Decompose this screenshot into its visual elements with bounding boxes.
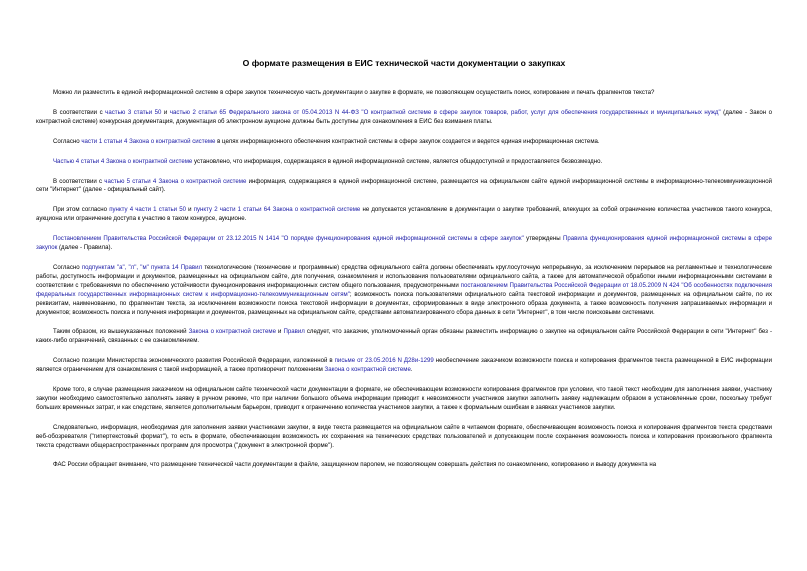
paragraph bbox=[36, 424, 772, 451]
legal-reference-link[interactable]: частью 5 статьи 4 Закона о контрактной системе bbox=[104, 177, 247, 185]
paragraph bbox=[36, 357, 772, 375]
paragraph-text: в целях информационного обеспечения контрактной системы в сфере закупок создается и ведется единая информационная система. bbox=[215, 137, 600, 145]
document-body bbox=[36, 89, 772, 470]
paragraph-text: В соответствии с bbox=[53, 108, 106, 116]
paragraph-text: и bbox=[161, 108, 170, 116]
paragraph-text: информация, содержащаяся в единой информационной системе, размещается на официальном сайте единой информационной системы в информационно-телекоммуникационной сети "Интернет" (далее - официальный сайт). bbox=[36, 177, 772, 194]
paragraph-text: ФАС России обращает внимание, что размещение технической части документации в файле, защищенном паролем, не позволяющем совершать действия по ознакомлению, копированию и выводу документа на bbox=[53, 461, 657, 469]
legal-reference-link[interactable]: постановлением Правительства Российской Федерации от 18.05.2009 N 424 "Об особенностях подключения федеральных государственных информационных систем к информационно-телекоммуникационным сетям" bbox=[36, 281, 773, 298]
legal-reference-link[interactable]: части 1 статьи 4 Закона о контрактной системе bbox=[81, 137, 216, 145]
legal-reference-link[interactable]: пункту 4 части 1 статьи 50 bbox=[109, 206, 187, 214]
legal-reference-link[interactable]: подпунктам "а", "л", "м" пункта 14 Правил bbox=[81, 263, 203, 271]
paragraph-text: . bbox=[410, 366, 413, 374]
paragraph-text: и bbox=[186, 206, 194, 214]
legal-reference-link[interactable]: пункту 2 части 1 статьи 64 Закона о контрактной системе bbox=[193, 206, 361, 214]
paragraph-text: не допускается установление в документации о закупке требований, влекущих за собой ограничение количества участников такого конкурса, аукциона или ограничение доступа к участию в таком конкурсе, аукционе. bbox=[36, 206, 772, 223]
legal-reference-link[interactable]: Постановлением Правительства Российской Федерации от 23.12.2015 N 1414 "О порядке функционирования единой информационной системы в сфере закупок" bbox=[53, 235, 524, 243]
paragraph-text: (далее - Закон о контрактной системе) конкурсная документация, документация об электронном аукционе должны быть доступны для ознакомления в ЕИС без взимания платы. bbox=[36, 108, 772, 125]
paragraph-text: ; возможность поиска пользователями официального сайта текстовой информации и документов, размещенных на официальном сайте, по их реквизитам, наименованию, по фрагментам текста, за исключением возможности поиска текстовой информации в документах, сформированных в виде электронного образа документа, а также возможность получения запрашиваемых информации и документов; возможность поиска и получения информации и документов, размещенных на официальном сайте, средствами автоматизированного сбора данных в сети "Интернет", в том числе поисковыми системами. bbox=[36, 290, 772, 316]
legal-reference-link[interactable]: Правила функционирования единой информационной системы в сфере закупок bbox=[36, 235, 772, 252]
paragraph-text: При этом согласно bbox=[53, 206, 110, 214]
paragraph bbox=[36, 386, 772, 413]
paragraph-text: следует, что заказчик, уполномоченный орган обязаны разместить информацию о закупке на официальном сайте Российской Федерации в сети "Интернет" без - каких-либо ограничений, связанных с ее ознакомлением. bbox=[36, 328, 773, 345]
legal-reference-link[interactable]: Закона о контрактной системе bbox=[324, 366, 411, 374]
paragraph-text: Согласно позиции Министерства экономического развития Российской Федерации, изложенной в bbox=[53, 357, 335, 365]
paragraph bbox=[36, 461, 772, 470]
paragraph-text: (далее - Правила). bbox=[57, 244, 113, 252]
paragraph bbox=[36, 206, 772, 224]
paragraph-text: Следовательно, информация, необходимая для заполнения заявки участниками закупки, в виде текста размещается на официальном сайте в читаемом формате, обеспечивающем возможность поиска и копирования фрагментов текста средствами веб-обозревателя ("гипертекстовый формат"), то есть в формате, обеспечивающем возможность их сохранения на технических средствах пользователей и допускающем после сохранения возможность поиска и копирования произвольного фрагмента текста средствами общераспространенных программ для просмотра ("документ в электронной форме"). bbox=[36, 423, 772, 449]
legal-reference-link[interactable]: Правил bbox=[283, 328, 305, 336]
legal-reference-link[interactable]: письме от 23.05.2016 N Д28и-1299 bbox=[334, 357, 434, 365]
paragraph-text: необеспечение заказчиком возможности поиска и копирования фрагментов текста размещенной в ЕИС информации является ограничением для ознакомления с такой информацией, а также противоречит положениям bbox=[36, 357, 772, 374]
paragraph-text: Можно ли разместить в единой информационной системе в сфере закупок техническую часть документации о закупке в формате, не позволяющем осуществить поиск, копирование и печать фрагментов текста? bbox=[53, 89, 655, 96]
legal-reference-link[interactable]: Частью 4 статьи 4 Закона о контрактной системе bbox=[53, 157, 193, 165]
paragraph bbox=[36, 158, 772, 167]
legal-reference-link[interactable]: Закона о контрактной системе bbox=[188, 328, 276, 336]
document-page bbox=[36, 58, 772, 481]
paragraph bbox=[36, 264, 772, 317]
paragraph bbox=[36, 178, 772, 196]
legal-reference-link[interactable]: частью 2 статьи 65 Федерального закона от 05.04.2013 N 44-ФЗ "О контрактной системе в сфере закупок товаров, работ, услуг для обеспечения государственных и муниципальных нужд" bbox=[169, 108, 721, 116]
paragraph-text: технологические (технические и программные) средства официального сайта должны обеспечивать круглосуточную непрерывную, за исключением перерывов на регламентные и технологические работы, доступность информации и документов, размещенных на официальном сайте, для получения, ознакомления и использования пользователями официального сайта, а также для автоматической обработки иными информационными системами в соответствии с требованиями по обеспечению устойчивости функционирования информационных систем общего пользования, предусмотренными bbox=[36, 263, 772, 289]
paragraph bbox=[36, 328, 772, 346]
document-title: О формате размещения в ЕИС технической части документации о закупках bbox=[242, 58, 566, 68]
paragraph-text: Согласно bbox=[53, 263, 82, 271]
paragraph-text: Кроме того, в случае размещения заказчиком на официальном сайте технической части документации в формате, не обеспечивающем возможности копирования фрагментов при условии, что такой текст необходим для заполнения заявки, участнику закупки необходимо самостоятельно заполнять заявку в ручном режиме, что при наличии большого объема информации приводит к невозможности участников закупки заполнить заявку надлежащим образом в установленные сроки, поскольку требует больших временных затрат, и как следствие, является дополнительным барьером, приводит к ограничению количества участников закупки, а также к формальным ошибкам в заявках участников закупки. bbox=[36, 386, 772, 411]
paragraph-text: и bbox=[275, 328, 284, 336]
paragraph-text: В соответствии с bbox=[53, 177, 105, 185]
paragraph-text: утверждены bbox=[523, 235, 563, 243]
paragraph-text: установлено, что информация, содержащаяся в единой информационной системе, является общедоступной и предоставляется безвозмездно. bbox=[192, 157, 603, 165]
paragraph bbox=[36, 89, 772, 98]
paragraph-text: Согласно bbox=[53, 137, 82, 145]
paragraph bbox=[36, 138, 772, 147]
paragraph bbox=[36, 109, 772, 127]
paragraph-text: Таким образом, из вышеуказанных положений bbox=[53, 328, 189, 336]
legal-reference-link[interactable]: частью 3 статьи 50 bbox=[105, 108, 162, 116]
paragraph bbox=[36, 235, 772, 253]
